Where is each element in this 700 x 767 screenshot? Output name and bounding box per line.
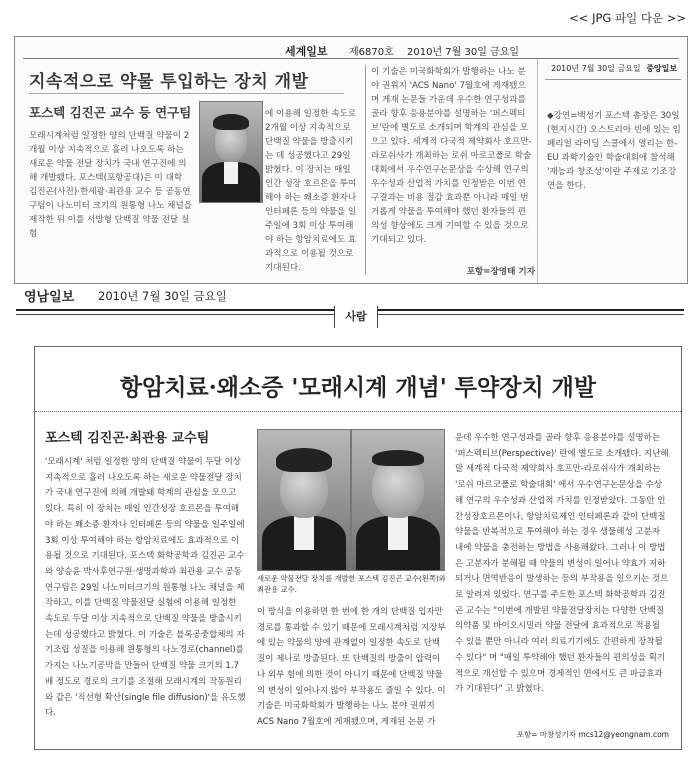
segye-body-col3: 이 기술은 미국화학회가 발행하는 나노 분야 권위지 'ACS Nano' 7월호에 게재됐으며 게재 논문들 가운데 우수한 연구성과를 골라 향후 응용분야를 설명하는 '퍼스펙티브'란에 별도로 소개되며 학계의 관심을 모으고 있다. 세계적 다국적 제약회사 호프만-라로쉬사가 개최하는 로쉬 마로코폴로 학술대회에서 우수연구논문상을 수상해 연구의 우수성과 산업적 가치를 인정받은 이번 연구결과는 비용 절감 효과뿐 아니라 매일 번거롭게 약물을 투여해야 했던 환자들의 편의성 향상에도 크게 기여할 수 있을 것으로 기대되고 있다.	[371, 67, 532, 245]
clip-yeongnam	[34, 346, 682, 750]
yeongnam-paper-name: 영남일보	[24, 290, 75, 305]
joongang-paper-name: 중앙일보	[646, 64, 678, 73]
segye-paper-name: 세계일보	[285, 45, 328, 58]
yeongnam-body-col3: 운데 우수한 연구성과를 골라 향후 응용분야를 설명하는 '퍼스펙티브(Perspective)' 란에 별도로 소개됐다. 지난해 말 세계적 다국적 제약회사 호프만-라로쉬사가 개최하는 '로쉬 마르코폴로 학술대회' 에서 우수연구논문상을 수상해 연구의 우수성과 산업적 가치를 인정받았다. 그동안 인간성장호르몬이나, 항암치료제인 인터페론과 같이 단백질 약물을 반복적으로 투여해야 하는 경우 생물해성 고분자 내에 약물을 충전하는 방법을 사용해왔다. 그러나 이 방법은 고분자가 분해될 때 약물의 변성이 일어나 약효가 저하되거나 면역반응이 발생하는 등의 부작용을 일으키는 것으로 알려져 있었다. 연구를 주도한 포스텍 화학공학과 김진곤 교수는 "이번에 개발된 약물전달장치는 다양한 단백질 의약품 및 바이오시밀러 약물 전달에 효과적으로 적용될 수 있을 뿐만 아니라 여러 의료기기에도 간편하게 장착될 수 있다" 며 "매일 투약해야 했던 환자들의 편의성을 획기적으로 개선할 수 있으며 경제적인 면에서도 큰 파급효과가 기대된다" 고 밝혔다.	[455, 433, 669, 695]
yeongnam-byline: 포항= 마창성기자 mcs12@yeongnam.com	[516, 730, 669, 739]
photo-kim-jingon-large	[257, 429, 351, 571]
yeongnam-body-col1: '모래시계' 처럼 일정한 양의 단백질 약물이 두달 이상 지속적으로 흘러 나오도록 하는 새로운 약물전달 장치가 국내 연구진에 의해 개발돼 학계의 관심을 모으고 있다. 특히 이 장치는 매일 인간성장 호르몬을 투여해야 하는 왜소증 환자나 인터페론 등의 약물을 일주일에 3회 이상 투여해야 하는 항암치료에도 효과적으로 이용될 것으로 기대된다. 포스텍 화학공학과 김진곤 교수와 양승윤 박사후연구원·생명과학과 최관용 교수 공동연구팀은 29일 나노미터크기의 원통형 나노 채널을 제작하고, 이를 단백질 약물전달 실험에 이용해 일정한 속도로 두달 이상 지속적으로 단백질 약물을 방출시키는데 성공했다고 밝혔다. 이 기술은 블록공중합체의 자기조립 성질을 이용해 원통형의 나노경로(channel)를 가지는 나노기공막을 만들어 단백질 약물 크기의 1.7배 정도로 경로의 크기를 조절해 모래시계의 작동원리와 같은 '직선형 확산(single file diffusion)'을 유도했다.	[45, 457, 246, 719]
segye-headline: 지속적으로 약물 투입하는 장치 개발	[29, 72, 309, 92]
photo-choi-kwanyong	[351, 429, 445, 571]
photo-kim-jingon	[199, 101, 263, 203]
segye-date: 2010년 7월 30일 금요일	[407, 47, 520, 58]
segye-issue: 제6870호	[349, 47, 394, 58]
section-label: 사람	[334, 306, 378, 328]
joongang-date: 2010년 7월 30일 금요일	[551, 64, 641, 73]
yeongnam-headline: 항암치료·왜소증 '모래시계 개념' 투약장치 개발	[119, 374, 597, 401]
jpg-download-note[interactable]: << JPG 파일 다운 >>	[569, 11, 686, 25]
photo-caption: 새로운 약물전달 장치를 개발한 포스텍 김진곤 교수(왼쪽)와 최관용 교수.	[257, 574, 446, 594]
clip-segye-header	[15, 37, 687, 59]
yeongnam-body-col2: 이 방식을 이용하면 한 번에 한 개의 단백질 입자만 경로를 통과할 수 있기 때문에 모래시계처럼 지장부에 있는 약물의 양에 관계없이 일정한 속도로 단백질이 제나로 방출된다. 또 단백질의 방출이 압력이나 외부 힘에 의한 것이 아니기 때문에 단백질 약물의 변성이 일어나지 않아 부작용도 줄일 수 있다. 이 기술은 미국화학회가 발행하는 나노 분야 권위지 ACS Nano 7월호에 게재됐으며, 게재된 논문 가	[257, 607, 446, 727]
segye-body-col1: 모래시계처럼 일정한 양의 단백질 약물이 2개월 이상 지속적으로 흘러 나오도록 하는 새로운 약물 전달 장치가 국내 연구진에 의해 개발됐다. 포스텍(포항공대)은 이 대학 김진곤(사진)·한세광·최관용 교수 등 공동연구팀이 나노미터 크기의 원통형 나노 채널을 제작한 뒤 이를 서방형 단백질 약물 전달 실험	[29, 131, 193, 239]
segye-subheadline: 포스텍 김진곤 교수 등 연구팀	[29, 105, 192, 120]
yeongnam-subheadline: 포스텍 김진곤·최관용 교수팀	[45, 431, 210, 446]
joongang-body: ◆강연=백성기 포스텍 총장은 30일(현지시간) 오스트리아 빈에 있는 임페리얼 라이딩 스쿨에서 열리는 한-EU 과학기술인 학술대회에 참석해 '재능과 창조성'이란 주제로 기조강연을 한다.	[547, 111, 681, 191]
segye-byline: 포항=장영태 기자	[435, 265, 535, 279]
joongang-header	[551, 63, 681, 74]
clip-segye	[14, 36, 688, 284]
segye-body-col2: 에 이용해 일정한 속도로 2개월 이상 지속적으로 단백질 약물을 방출시키는 데 성공했다고 29일 밝혔다. 이 장치는 매일 인간 성장 호르몬을 투여해야 하는 왜소증 환자나 인터페론 등의 약물을 일주일에 3회 이상 투여해야 하는 항암치료에도 효과적으로 이용될 것으로 기대된다.	[265, 109, 357, 273]
yeongnam-date: 2010년 7월 30일 금요일	[98, 289, 227, 303]
